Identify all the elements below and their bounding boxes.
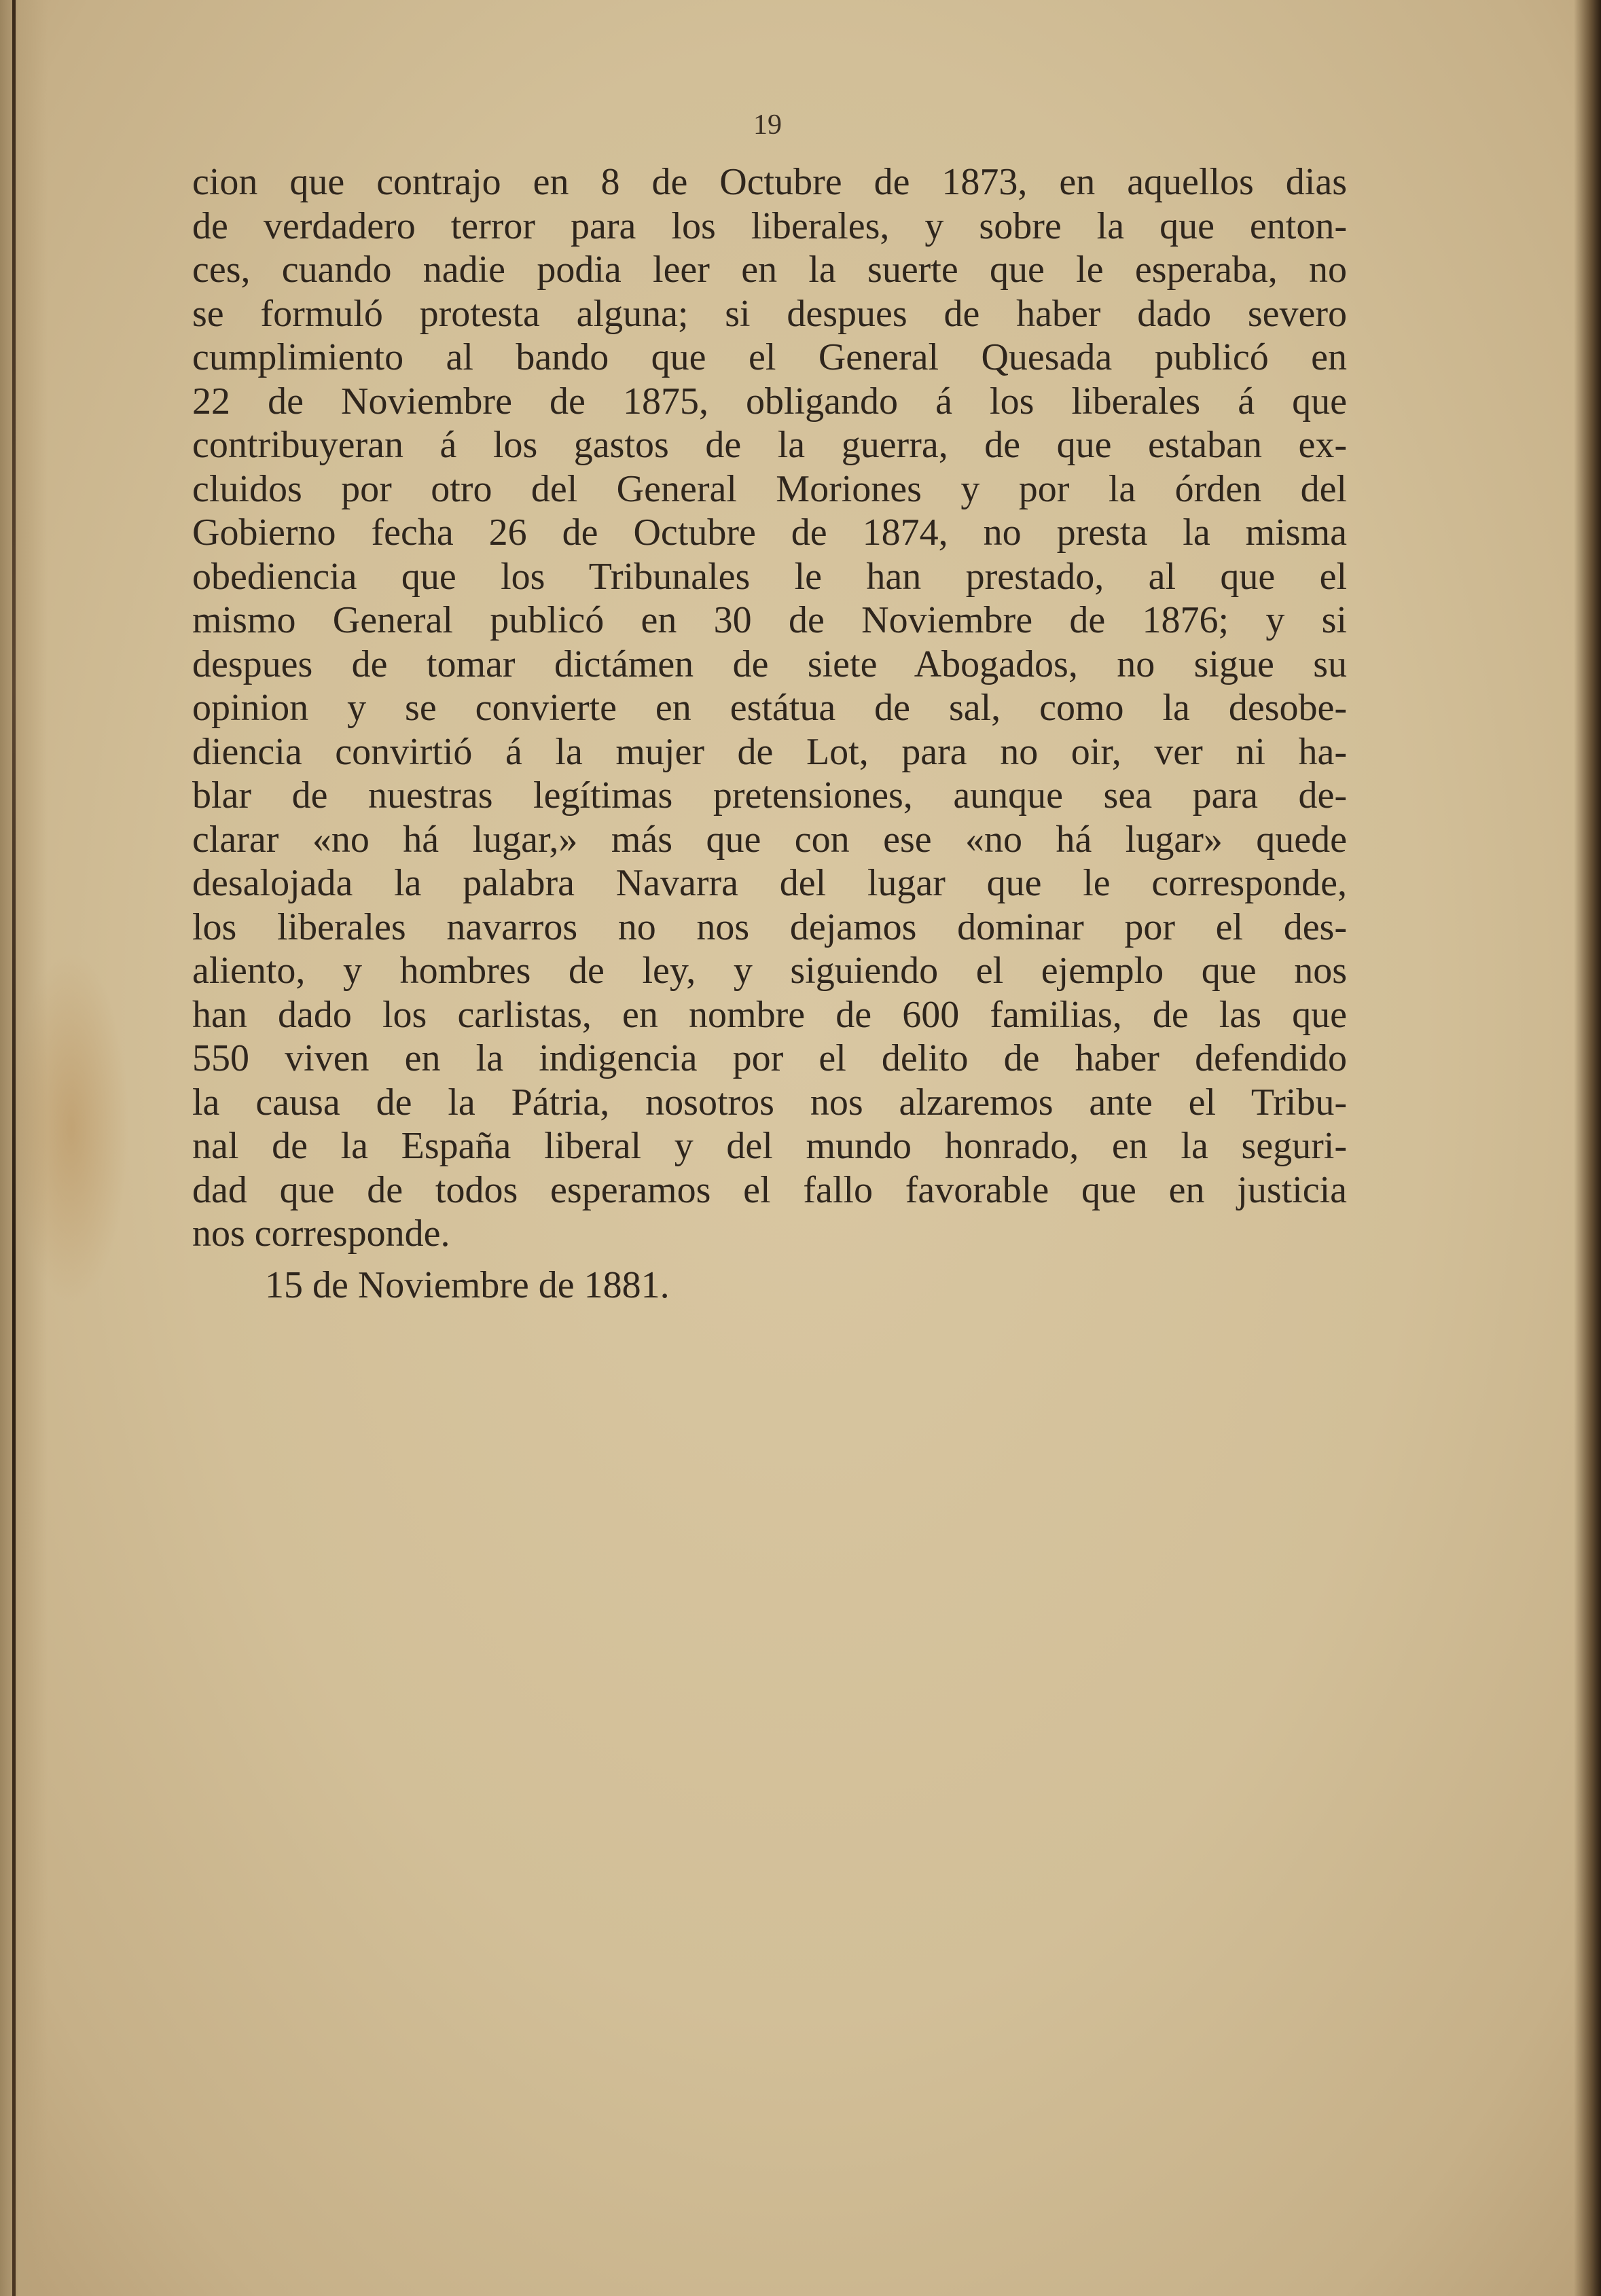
text-line: blar de nuestras legítimas pretensiones, aunque sea para de- [192, 774, 1347, 817]
text-line: mismo General publicó en 30 de Noviembre de 1876; y si [192, 599, 1347, 641]
text-line: cumplimiento al bando que el General Quesada publicó en [192, 336, 1347, 378]
text-line: nal de la España liberal y del mundo honrado, en la seguri- [192, 1125, 1347, 1167]
text-line: cion que contrajo en 8 de Octubre de 1873, en aquellos dias [192, 161, 1347, 203]
text-line: han dado los carlistas, en nombre de 600 familias, de las que [192, 993, 1347, 1036]
text-line: cluidos por otro del General Moriones y por la órden del [192, 467, 1347, 510]
page-number: 19 [753, 109, 782, 141]
text-line: 22 de Noviembre de 1875, obligando á los liberales á que [192, 380, 1347, 423]
text-line: diencia convirtió á la mujer de Lot, para no oir, ver ni ha- [192, 730, 1347, 773]
text-line: ces, cuando nadie podia leer en la suerte que le esperaba, no [192, 249, 1347, 291]
text-line: de verdadero terror para los liberales, y sobre la que enton- [192, 204, 1347, 247]
text-line: opinion y se convierte en estátua de sal, como la desobe- [192, 687, 1347, 729]
text-line: contribuyeran á los gastos de la guerra, de que estaban ex- [192, 424, 1347, 466]
text-line: dad que de todos esperamos el fallo favorable que en justicia [192, 1168, 1347, 1211]
paper-stain [14, 951, 129, 1304]
text-line: los liberales navarros no nos dejamos dominar por el des- [192, 905, 1347, 948]
text-line: desalojada la palabra Navarra del lugar que le corresponde, [192, 862, 1347, 904]
text-line: despues de tomar dictámen de siete Abogados, no sigue su [192, 643, 1347, 685]
text-line: Gobierno fecha 26 de Octubre de 1874, no presta la misma [192, 512, 1347, 554]
text-line: se formuló protesta alguna; si despues de haber dado severo [192, 292, 1347, 335]
body-paragraph [192, 160, 1347, 1256]
page-right-edge [1574, 0, 1601, 2296]
text-line: nos corresponde. [192, 1213, 450, 1255]
text-line: aliento, y hombres de ley, y siguiendo el ejemplo que nos [192, 950, 1347, 992]
text-line: clarar «no há lugar,» más que con ese «no há lugar» quede [192, 818, 1347, 861]
text-line: 550 viven en la indigencia por el delito de haber defendido [192, 1037, 1347, 1079]
text-line: la causa de la Pátria, nosotros nos alzaremos ante el Tribu- [192, 1081, 1347, 1124]
date-line: 15 de Noviembre de 1881. [265, 1264, 670, 1306]
text-line: obediencia que los Tribunales le han prestado, al que el [192, 555, 1347, 598]
